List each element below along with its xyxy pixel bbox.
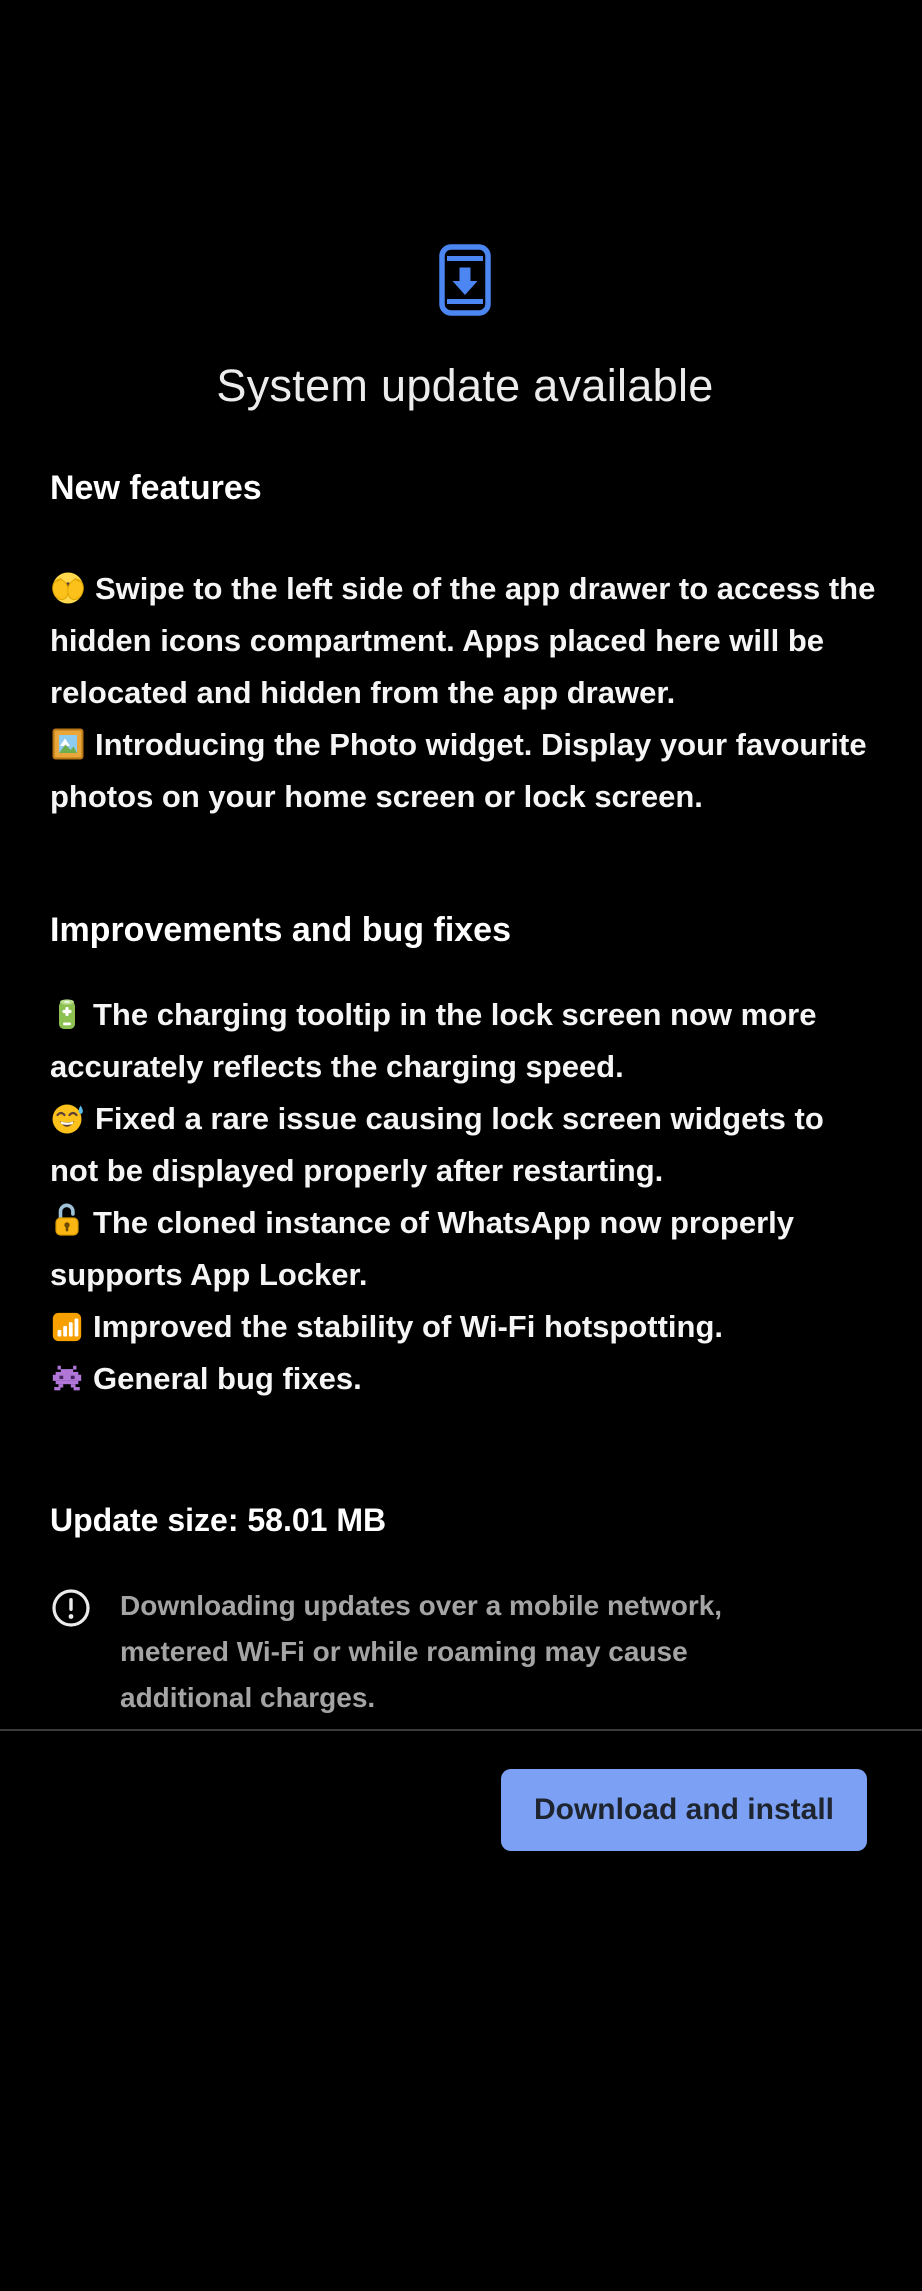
footer-divider xyxy=(0,1729,922,1731)
feature-item xyxy=(50,1353,880,1405)
new-features-list xyxy=(50,563,880,823)
feature-text: Introducing the Photo widget. Display your favourite photos on your home screen or lock screen. xyxy=(50,727,867,814)
feature-text: Fixed a rare issue causing lock screen widgets to not be displayed properly after restarting. xyxy=(50,1101,824,1188)
unlocked-padlock-emoji xyxy=(50,1202,84,1240)
system-update-screen xyxy=(0,243,922,2291)
signal-bars-emoji xyxy=(50,1310,84,1344)
download-and-install-button[interactable]: Download and install xyxy=(501,1769,867,1851)
sweat-smile-emoji xyxy=(50,1100,86,1136)
battery-emoji xyxy=(50,996,84,1032)
update-content xyxy=(0,243,922,1721)
page-title: System update available xyxy=(216,360,714,411)
feature-item xyxy=(50,1093,880,1197)
feature-text: The cloned instance of WhatsApp now properly supports App Locker. xyxy=(50,1205,794,1292)
feature-text: General bug fixes. xyxy=(93,1361,362,1396)
section-heading-new-features: New features xyxy=(50,469,262,507)
peeking-face-emoji xyxy=(50,570,86,606)
system-update-icon xyxy=(437,243,493,317)
update-size-label: Update size: 58.01 MB xyxy=(50,1502,387,1538)
footer-bar xyxy=(0,1769,922,1851)
section-heading-improvements: Improvements and bug fixes xyxy=(50,911,511,949)
feature-item xyxy=(50,563,880,719)
alien-monster-emoji xyxy=(50,1362,84,1396)
alert-circle-icon xyxy=(50,1587,92,1629)
feature-item xyxy=(50,1197,880,1301)
improvements-list xyxy=(50,989,880,1405)
feature-item xyxy=(50,1301,880,1353)
feature-text: Swipe to the left side of the app drawer to access the hidden icons compartment. Apps placed here will be relocated and hidden from the app drawer. xyxy=(50,571,876,710)
feature-item xyxy=(50,719,880,823)
network-charges-notice xyxy=(50,1583,880,1721)
notice-text: Downloading updates over a mobile network, metered Wi-Fi or while roaming may cause additional charges. xyxy=(120,1590,723,1713)
framed-picture-emoji xyxy=(50,726,86,762)
feature-text: The charging tooltip in the lock screen now more accurately reflects the charging speed. xyxy=(50,997,817,1084)
feature-item xyxy=(50,989,880,1093)
feature-text: Improved the stability of Wi-Fi hotspotting. xyxy=(93,1309,724,1344)
